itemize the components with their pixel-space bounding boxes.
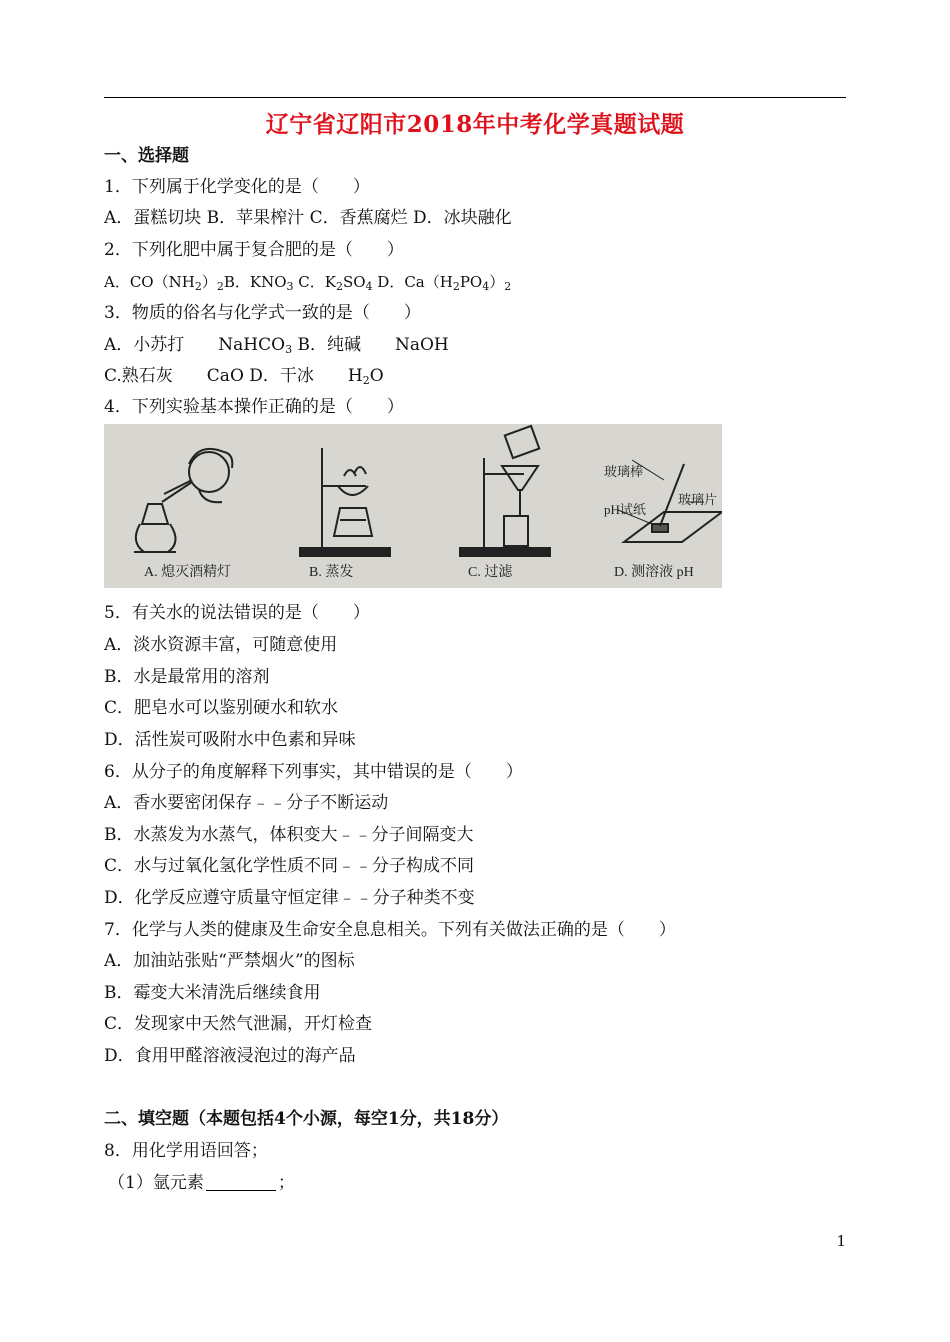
ph-paper-label: pH试纸 [604,502,646,517]
q8-stem: 8．用化学用语回答； [104,1141,268,1161]
q4-experiment-figure [104,424,722,588]
q7-option-c: C．发现家中天然气泄漏，开灯检查 [104,1014,373,1034]
page-number: 1 [836,1232,846,1250]
glass-rod-label: 玻璃棒 [604,464,644,479]
section-heading-choice: 一、选择题 [104,146,189,166]
q2-options: A．$CO(NH_2)_2B$．$KNO_3$ C．$K_2SO_4$ D．$Ca(H_2PO_4)_2$ [104,273,512,293]
q1-options: A．蛋糕切块 B．苹果榨汁 C．香蕉腐烂 D．冰块融化 [104,208,512,228]
page-title: 辽宁省辽阳市2018年中考化学真题试题 [265,111,685,138]
figure-label-b: B. 蒸发 [309,565,354,580]
q4-stem: 4．下列实验基本操作正确的是（ ） [104,397,404,417]
q6-stem: 6．从分子的角度解释下列事实，其中错误的是（ ） [104,762,523,782]
section-heading-fill: 二、填空题（本题包括4个小源，每空1分，共18分） [104,1109,509,1129]
q6-option-a: A．香水要密闭保存﹣﹣分子不断运动 [104,793,389,813]
q6-option-b: B．水蒸发为水蒸气，体积变大﹣﹣分子间隔变大 [104,825,474,845]
q5-option-b: B．水是最常用的溶剂 [104,667,270,687]
figure-label-c: C. 过滤 [468,565,513,580]
q5-option-d: D．活性炭可吸附水中色素和异味 [104,730,356,750]
q7-option-b: B．霉变大米清洗后继续食用 [104,983,321,1003]
q7-option-d: D．食用甲醛溶液浸泡过的海产品 [104,1046,356,1066]
q5-option-a: A．淡水资源丰富，可随意使用 [104,635,338,655]
experiment-illustration [104,424,722,588]
q3-stem: 3．物质的俗名与化学式一致的是（ ） [104,303,421,323]
q2-stem: 2．下列化肥中属于复合肥的是（ ） [104,240,404,260]
glass-plate-label: 玻璃片 [678,492,718,507]
q7-stem: 7．化学与人类的健康及生命安全息息相关。下列有关做法正确的是（ ） [104,920,676,940]
figure-label-d: D. 测溶液 pH [614,565,694,580]
q3-options-cd: C.熟石灰 CaO D．干冰 $H_2O$ [104,366,384,387]
q7-option-a: A．加油站张贴“严禁烟火”的图标 [104,951,355,971]
q5-stem: 5．有关水的说法错误的是（ ） [104,603,370,623]
q6-option-c: C．水与过氧化氢化学性质不同﹣﹣分子构成不同 [104,856,475,876]
q5-option-c: C．肥皂水可以鉴别硬水和软水 [104,698,339,718]
figure-label-a: A. 熄灭酒精灯 [144,565,232,580]
q8-sub1: （1）氩元素 ； [108,1173,295,1193]
q3-options-ab: A．小苏打 NaHCO$_3$ B．纯碱 NaOH [104,335,449,356]
q1-stem: 1．下列属于化学变化的是（ ） [104,177,370,197]
header-rule [104,97,846,98]
answer-blank[interactable] [206,1174,276,1191]
q6-option-d: D．化学反应遵守质量守恒定律﹣﹣分子种类不变 [104,888,475,908]
